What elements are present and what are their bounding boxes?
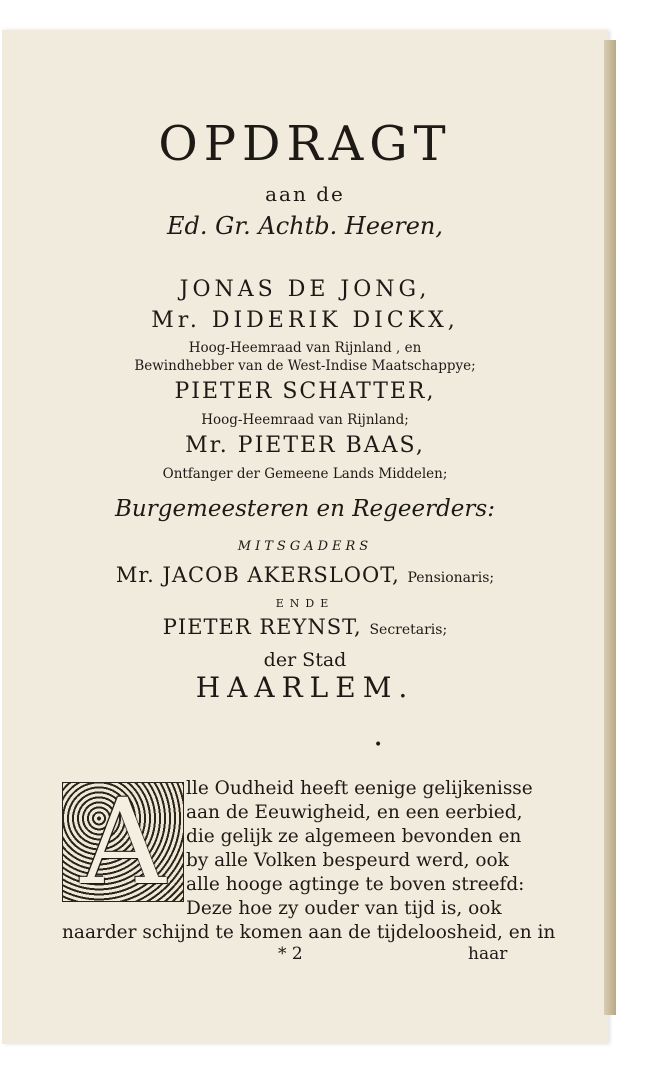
diderik-title-1: Hoog-Heemraad van Rijnland , en	[188, 340, 422, 356]
name-schatter: PIETER SCHATTER,	[174, 379, 436, 404]
akersloot-name: Mr. JACOB AKERSLOOT,	[115, 563, 400, 587]
body-line-4: by alle Volken bespeurd werd, ook	[186, 850, 509, 871]
heeren-line: Ed. Gr. Achtb. Heeren,	[167, 212, 443, 240]
body-line-7: naarder schijnd te komen aan de tijdeloosheid, en in	[62, 922, 556, 943]
decorative-dot: •	[374, 737, 383, 753]
dedication-title: OPDRAGT	[158, 116, 452, 172]
ende-line: ENDE	[275, 597, 335, 610]
body-line-5: alle hooge agtinge te boven streefd:	[186, 874, 525, 895]
der-stad-line: der Stad	[263, 649, 347, 671]
body-line-1: lle Oudheid heeft eenige gelijkenisse	[186, 778, 533, 799]
drop-cap-letter: A	[80, 773, 166, 911]
body-line-2: aan de Eeuwigheid, en een eerbied,	[186, 802, 523, 823]
aan-de-line: aan de	[265, 182, 345, 206]
diderik-title-2: Bewindhebber van de West-Indise Maatschappye;	[134, 358, 476, 374]
drop-cap-ornament	[62, 773, 184, 911]
baas-title: Ontfanger der Gemeene Lands Middelen;	[162, 466, 448, 482]
body-line-3: die gelijk ze algemeen bevonden en	[186, 826, 522, 847]
name-diderik: Mr. DIDERIK DICKX,	[151, 308, 459, 333]
name-reynst	[2, 615, 608, 639]
schatter-title: Hoog-Heemraad van Rijnland;	[201, 412, 409, 428]
name-akersloot	[2, 563, 608, 587]
catchword: haar	[468, 944, 508, 964]
city-line: HAARLEM.	[195, 671, 415, 704]
reynst-role: Secretaris;	[369, 622, 448, 638]
name-jonas: JONAS DE JONG,	[179, 277, 431, 302]
akersloot-role: Pensionaris;	[407, 570, 495, 586]
signature-mark: * 2	[278, 944, 303, 964]
name-baas: Mr. PIETER BAAS,	[185, 433, 425, 458]
reynst-name: PIETER REYNST,	[162, 615, 362, 639]
page-edge	[604, 40, 616, 1015]
book-page	[2, 30, 608, 1044]
mitsgaders-line: MITSGADERS	[237, 539, 373, 554]
burgemeesteren-line: Burgemeesteren en Regeerders:	[115, 496, 495, 522]
body-line-6: Deze hoe zy ouder van tijd is, ook	[186, 898, 502, 919]
